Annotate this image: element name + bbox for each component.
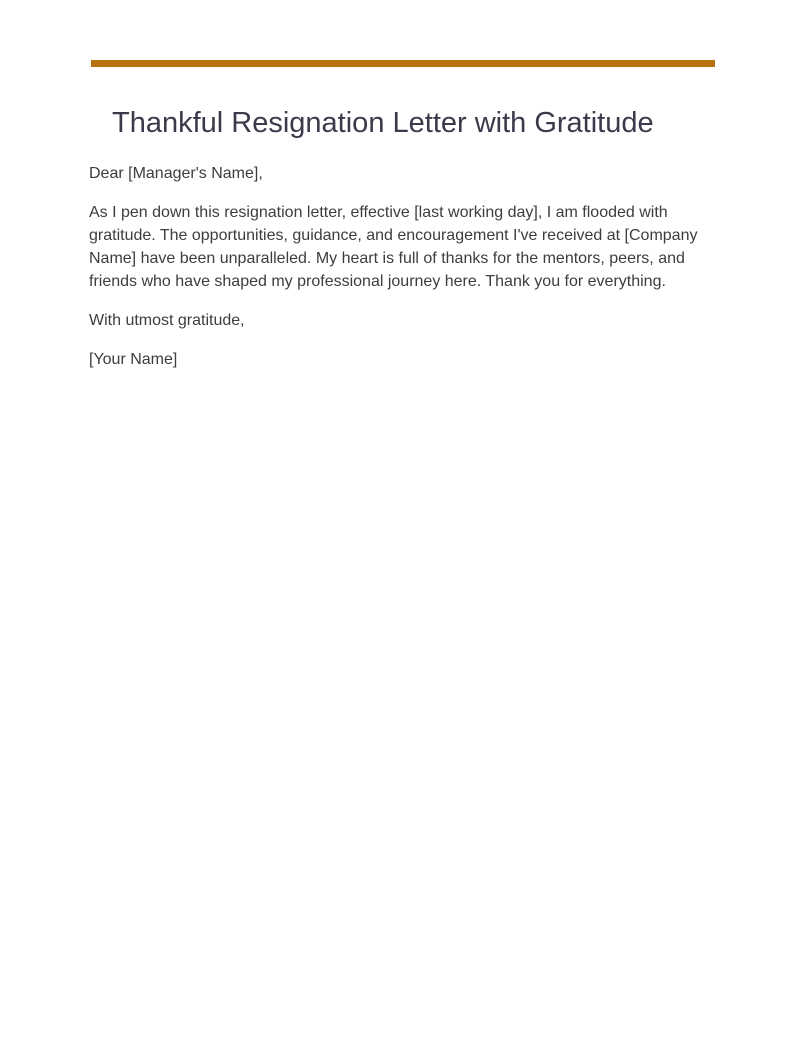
signature: [Your Name] xyxy=(89,351,178,368)
body-paragraph: As I pen down this resignation letter, effective [last working day], I am flooded with gratitude. The opportunities, guidance, and encouragement I've received at [Company Name] have been unparalleled. My heart is full of thanks for the mentors, peers, and friends who have shaped my professional journey here. Thank you for everything. xyxy=(89,204,698,290)
salutation: Dear [Manager's Name], xyxy=(89,165,263,182)
closing: With utmost gratitude, xyxy=(89,312,245,329)
top-accent-rule xyxy=(91,60,715,67)
letter-title: Thankful Resignation Letter with Gratitude xyxy=(112,107,654,139)
letter-body xyxy=(89,162,699,387)
